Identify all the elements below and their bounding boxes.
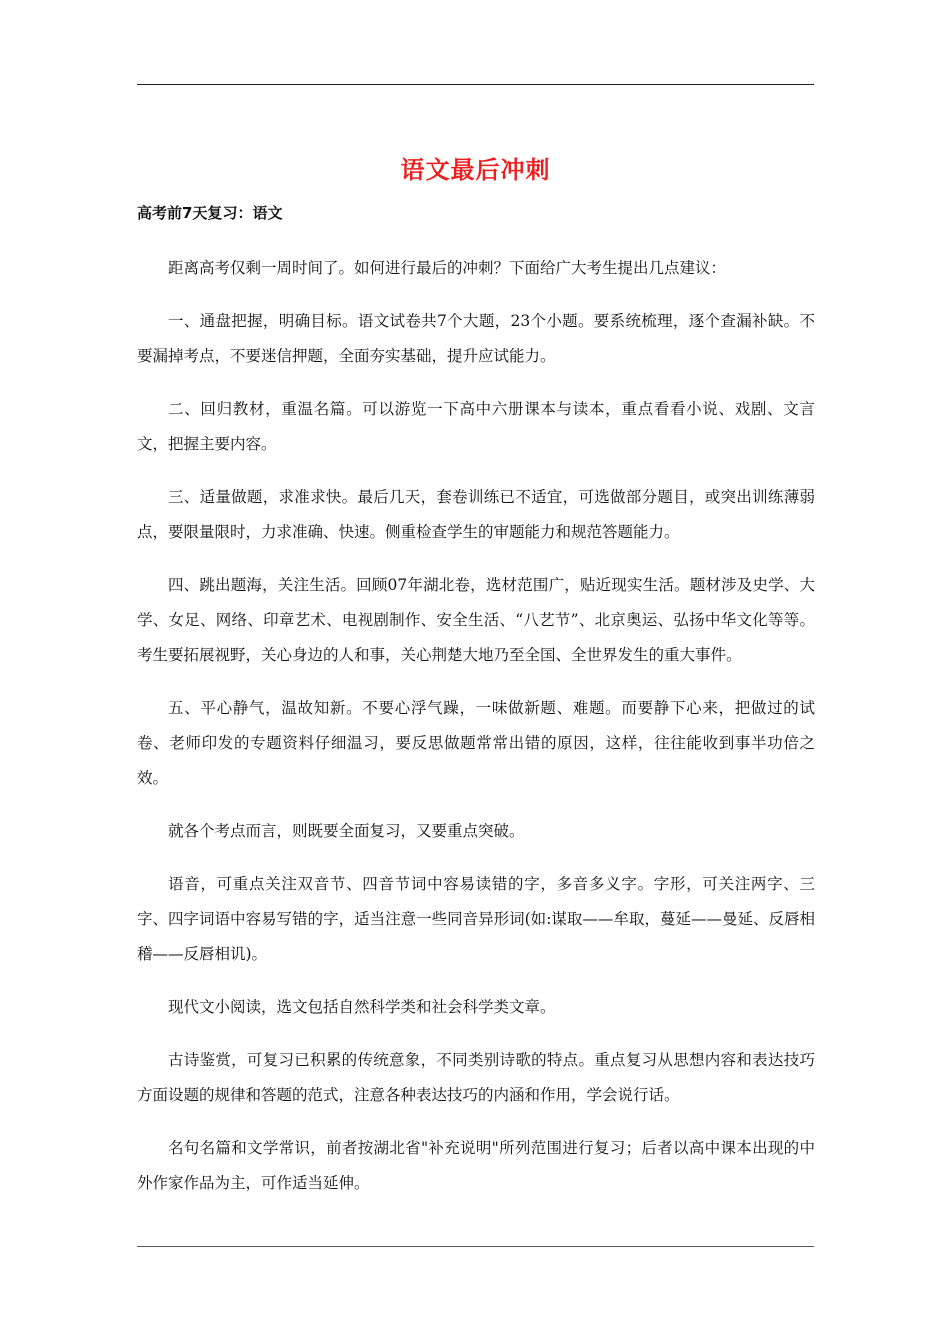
document-subtitle: 高考前7天复习：语文 (137, 204, 283, 222)
paragraph-overview: 就各个考点而言，则既要全面复习，又要重点突破。 (168, 822, 525, 840)
document-body (137, 251, 815, 1219)
paragraph-point-4: 四、跳出题海，关注生活。回顾07年湖北卷，选材范围广，贴近现实生活。题材涉及史学、大学、女足、网络、印章艺术、电视剧制作、安全生活、“八艺节”、北京奥运、弘扬中华文化等等。考生要拓展视野，关心身边的人和事，关心荆楚大地乃至全国、全世界发生的重大事件。 (137, 576, 815, 664)
paragraph-point-1: 一、通盘把握，明确目标。语文试卷共7个大题，23个小题。要系统梳理，逐个查漏补缺。不要漏掉考点，不要迷信押题，全面夯实基础，提升应试能力。 (137, 312, 815, 365)
paragraph-point-3: 三、适量做题，求准求快。最后几天，套卷训练已不适宜，可选做部分题目，或突出训练薄弱点，要限量限时，力求准确、快速。侧重检查学生的审题能力和规范答题能力。 (137, 488, 815, 541)
paragraph-poetry: 古诗鉴赏，可复习已积累的传统意象，不同类别诗歌的特点。重点复习从思想内容和表达技巧方面设题的规律和答题的范式，注意各种表达技巧的内涵和作用，学会说行话。 (137, 1051, 815, 1104)
footer-rule (137, 1246, 814, 1247)
paragraph-famous-lines: 名句名篇和文学常识，前者按湖北省"补充说明"所列范围进行复习；后者以高中课本出现的中外作家作品为主，可作适当延伸。 (137, 1139, 815, 1192)
paragraph-phonetics: 语音，可重点关注双音节、四音节词中容易读错的字，多音多义字。字形，可关注两字、三字、四字词语中容易写错的字，适当注意一些同音异形词(如:谋取——牟取，蔓延——曼延、反唇相稽——反唇相讥)。 (137, 875, 815, 963)
header-rule (137, 84, 814, 85)
paragraph-point-5: 五、平心静气，温故知新。不要心浮气躁，一味做新题、难题。而要静下心来，把做过的试卷、老师印发的专题资料仔细温习，要反思做题常常出错的原因，这样，往往能收到事半功倍之效。 (137, 699, 815, 787)
paragraph-point-2: 二、回归教材，重温名篇。可以游览一下高中六册课本与读本，重点看看小说、戏剧、文言文，把握主要内容。 (137, 400, 815, 453)
paragraph-reading: 现代文小阅读，选文包括自然科学类和社会科学类文章。 (168, 998, 556, 1016)
document-title: 语文最后冲刺 (400, 156, 551, 184)
paragraph-intro: 距离高考仅剩一周时间了。如何进行最后的冲刺？下面给广大考生提出几点建议： (168, 259, 727, 277)
